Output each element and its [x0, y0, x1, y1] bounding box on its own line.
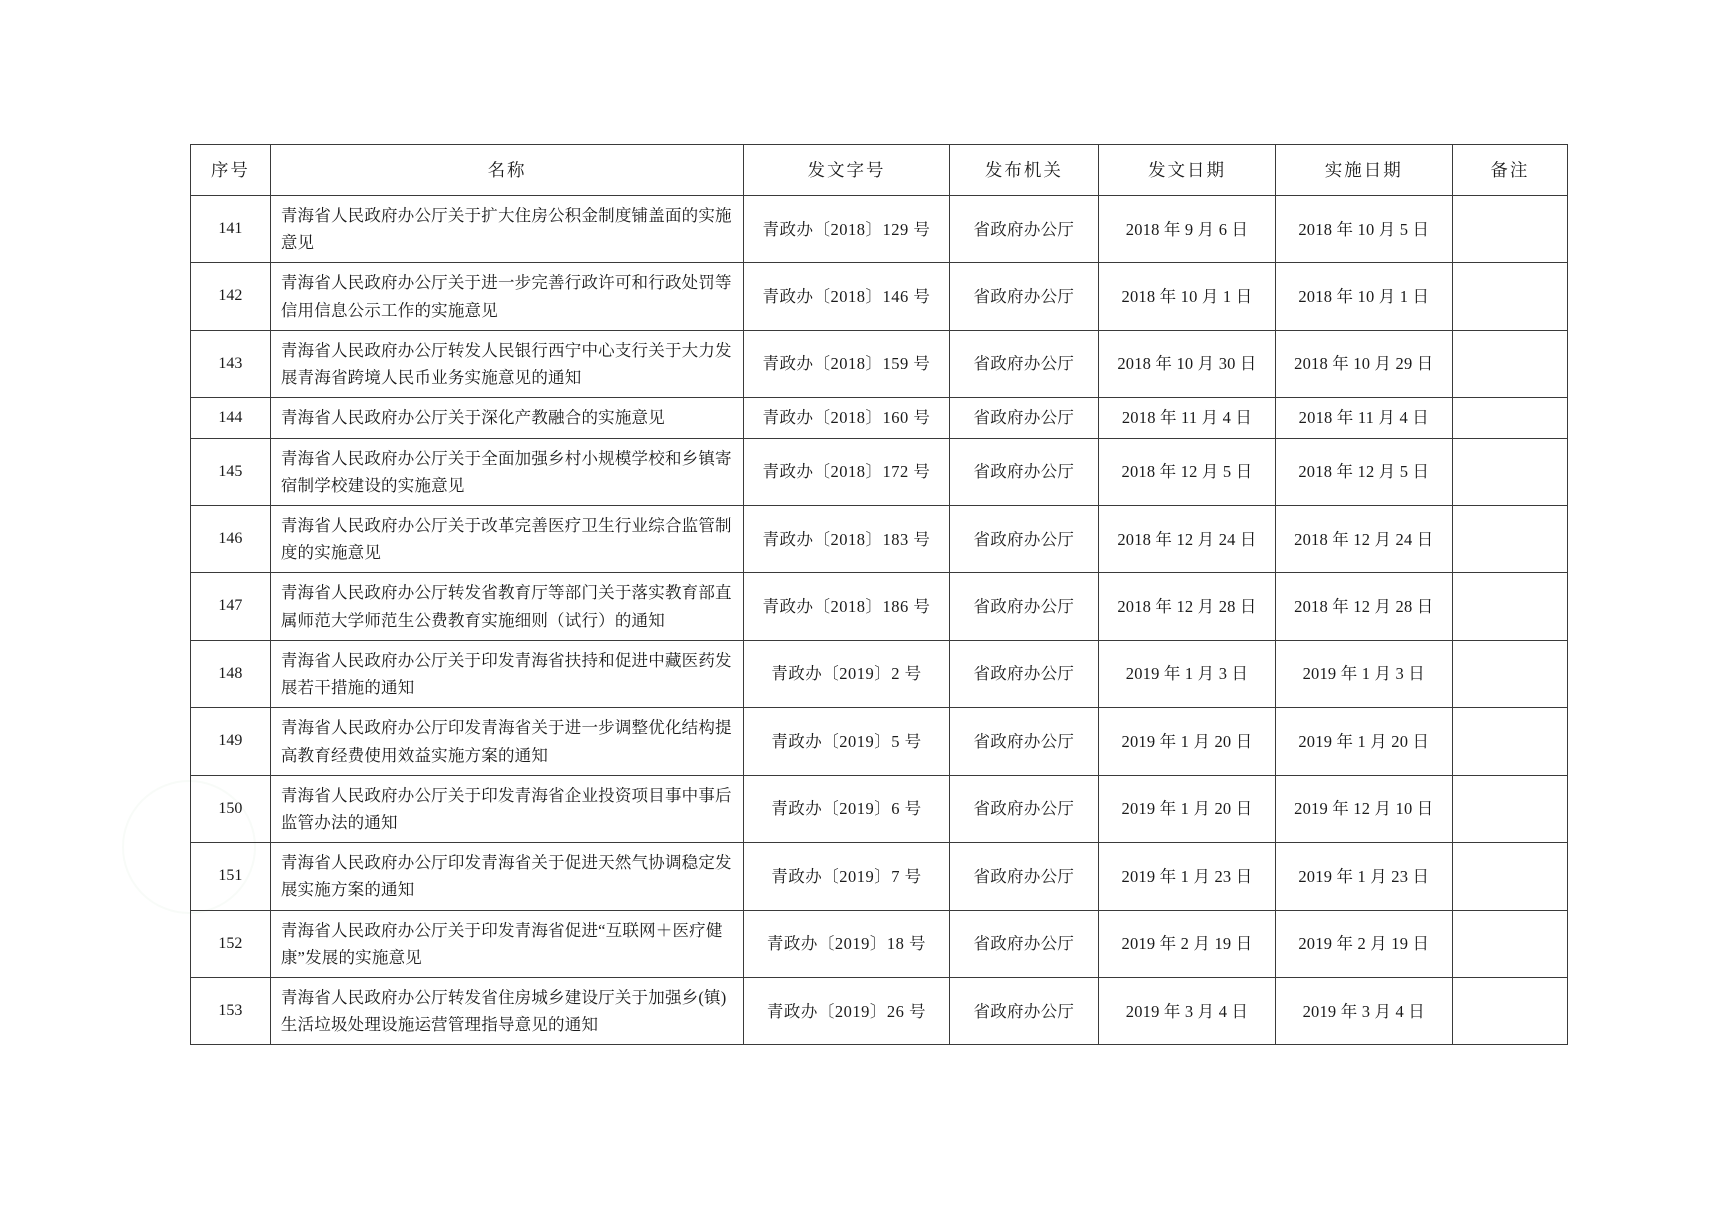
row-issue-date: 2019 年 2 月 19 日: [1099, 910, 1276, 977]
row-effective-date: 2018 年 12 月 28 日: [1275, 573, 1452, 640]
row-effective-date: 2018 年 10 月 5 日: [1275, 196, 1452, 263]
row-effective-date: 2018 年 12 月 24 日: [1275, 505, 1452, 572]
row-name: 青海省人民政府办公厅关于改革完善医疗卫生行业综合监管制度的实施意见: [270, 505, 743, 572]
table-row: [191, 843, 1568, 910]
row-issue-date: 2019 年 1 月 20 日: [1099, 708, 1276, 775]
row-remark: [1452, 978, 1567, 1045]
column-header-code: 发文字号: [744, 145, 949, 196]
row-org: 省政府办公厅: [949, 775, 1098, 842]
row-issue-date: 2018 年 9 月 6 日: [1099, 196, 1276, 263]
table-row: [191, 438, 1568, 505]
row-no: 147: [191, 573, 271, 640]
row-code: 青政办〔2019〕26 号: [744, 978, 949, 1045]
row-issue-date: 2018 年 10 月 30 日: [1099, 330, 1276, 397]
row-org: 省政府办公厅: [949, 398, 1098, 438]
row-org: 省政府办公厅: [949, 505, 1098, 572]
row-effective-date: 2018 年 12 月 5 日: [1275, 438, 1452, 505]
column-header-effective-date: 实施日期: [1275, 145, 1452, 196]
column-header-issue-date: 发文日期: [1099, 145, 1276, 196]
row-effective-date: 2019 年 1 月 3 日: [1275, 640, 1452, 707]
table-row: [191, 196, 1568, 263]
table-row: [191, 573, 1568, 640]
row-code: 青政办〔2019〕6 号: [744, 775, 949, 842]
row-no: 143: [191, 330, 271, 397]
row-code: 青政办〔2018〕160 号: [744, 398, 949, 438]
row-remark: [1452, 438, 1567, 505]
row-name: 青海省人民政府办公厅关于全面加强乡村小规模学校和乡镇寄宿制学校建设的实施意见: [270, 438, 743, 505]
regulations-table: [190, 144, 1568, 1045]
row-issue-date: 2018 年 11 月 4 日: [1099, 398, 1276, 438]
row-org: 省政府办公厅: [949, 978, 1098, 1045]
table-row: [191, 640, 1568, 707]
row-org: 省政府办公厅: [949, 910, 1098, 977]
row-org: 省政府办公厅: [949, 843, 1098, 910]
row-remark: [1452, 573, 1567, 640]
row-name: 青海省人民政府办公厅关于进一步完善行政许可和行政处罚等信用信息公示工作的实施意见: [270, 263, 743, 330]
row-issue-date: 2019 年 1 月 20 日: [1099, 775, 1276, 842]
row-name: 青海省人民政府办公厅转发省教育厅等部门关于落实教育部直属师范大学师范生公费教育实施细则（试行）的通知: [270, 573, 743, 640]
row-issue-date: 2018 年 12 月 28 日: [1099, 573, 1276, 640]
row-no: 150: [191, 775, 271, 842]
row-name: 青海省人民政府办公厅印发青海省关于进一步调整优化结构提高教育经费使用效益实施方案的通知: [270, 708, 743, 775]
row-remark: [1452, 775, 1567, 842]
row-remark: [1452, 708, 1567, 775]
row-name: 青海省人民政府办公厅转发人民银行西宁中心支行关于大力发展青海省跨境人民币业务实施意见的通知: [270, 330, 743, 397]
row-remark: [1452, 398, 1567, 438]
row-remark: [1452, 505, 1567, 572]
column-header-org: 发布机关: [949, 145, 1098, 196]
column-header-remark: 备注: [1452, 145, 1567, 196]
row-effective-date: 2019 年 1 月 23 日: [1275, 843, 1452, 910]
row-effective-date: 2019 年 3 月 4 日: [1275, 978, 1452, 1045]
table-row: [191, 330, 1568, 397]
row-effective-date: 2018 年 11 月 4 日: [1275, 398, 1452, 438]
column-header-name: 名称: [270, 145, 743, 196]
row-code: 青政办〔2018〕146 号: [744, 263, 949, 330]
row-name: 青海省人民政府办公厅关于印发青海省扶持和促进中藏医药发展若干措施的通知: [270, 640, 743, 707]
table-header-row: [191, 145, 1568, 196]
row-name: 青海省人民政府办公厅关于印发青海省促进“互联网＋医疗健康”发展的实施意见: [270, 910, 743, 977]
row-no: 142: [191, 263, 271, 330]
row-org: 省政府办公厅: [949, 708, 1098, 775]
row-issue-date: 2018 年 12 月 24 日: [1099, 505, 1276, 572]
row-code: 青政办〔2018〕172 号: [744, 438, 949, 505]
row-no: 144: [191, 398, 271, 438]
row-effective-date: 2019 年 2 月 19 日: [1275, 910, 1452, 977]
row-no: 151: [191, 843, 271, 910]
row-no: 152: [191, 910, 271, 977]
row-org: 省政府办公厅: [949, 196, 1098, 263]
row-code: 青政办〔2019〕5 号: [744, 708, 949, 775]
row-code: 青政办〔2018〕186 号: [744, 573, 949, 640]
row-remark: [1452, 330, 1567, 397]
row-name: 青海省人民政府办公厅关于深化产教融合的实施意见: [270, 398, 743, 438]
row-remark: [1452, 910, 1567, 977]
row-effective-date: 2019 年 1 月 20 日: [1275, 708, 1452, 775]
row-effective-date: 2018 年 10 月 29 日: [1275, 330, 1452, 397]
row-code: 青政办〔2019〕2 号: [744, 640, 949, 707]
row-name: 青海省人民政府办公厅关于印发青海省企业投资项目事中事后监管办法的通知: [270, 775, 743, 842]
row-name: 青海省人民政府办公厅印发青海省关于促进天然气协调稳定发展实施方案的通知: [270, 843, 743, 910]
row-name: 青海省人民政府办公厅关于扩大住房公积金制度铺盖面的实施意见: [270, 196, 743, 263]
row-code: 青政办〔2019〕18 号: [744, 910, 949, 977]
table-row: [191, 505, 1568, 572]
row-org: 省政府办公厅: [949, 573, 1098, 640]
row-issue-date: 2019 年 1 月 23 日: [1099, 843, 1276, 910]
row-remark: [1452, 843, 1567, 910]
row-remark: [1452, 263, 1567, 330]
row-name: 青海省人民政府办公厅转发省住房城乡建设厅关于加强乡(镇) 生活垃圾处理设施运营管理指导意见的通知: [270, 978, 743, 1045]
column-header-no: 序号: [191, 145, 271, 196]
row-code: 青政办〔2018〕159 号: [744, 330, 949, 397]
row-no: 153: [191, 978, 271, 1045]
row-no: 148: [191, 640, 271, 707]
row-code: 青政办〔2018〕129 号: [744, 196, 949, 263]
row-no: 149: [191, 708, 271, 775]
row-org: 省政府办公厅: [949, 330, 1098, 397]
row-org: 省政府办公厅: [949, 438, 1098, 505]
row-no: 146: [191, 505, 271, 572]
row-org: 省政府办公厅: [949, 640, 1098, 707]
row-issue-date: 2019 年 3 月 4 日: [1099, 978, 1276, 1045]
row-remark: [1452, 640, 1567, 707]
row-effective-date: 2019 年 12 月 10 日: [1275, 775, 1452, 842]
row-code: 青政办〔2019〕7 号: [744, 843, 949, 910]
row-effective-date: 2018 年 10 月 1 日: [1275, 263, 1452, 330]
row-issue-date: 2018 年 12 月 5 日: [1099, 438, 1276, 505]
table-row: [191, 910, 1568, 977]
table-row: [191, 263, 1568, 330]
row-issue-date: 2018 年 10 月 1 日: [1099, 263, 1276, 330]
row-no: 141: [191, 196, 271, 263]
table-row: [191, 978, 1568, 1045]
row-no: 145: [191, 438, 271, 505]
row-remark: [1452, 196, 1567, 263]
table-row: [191, 708, 1568, 775]
row-code: 青政办〔2018〕183 号: [744, 505, 949, 572]
row-issue-date: 2019 年 1 月 3 日: [1099, 640, 1276, 707]
table-row: [191, 775, 1568, 842]
table-row: [191, 398, 1568, 438]
row-org: 省政府办公厅: [949, 263, 1098, 330]
